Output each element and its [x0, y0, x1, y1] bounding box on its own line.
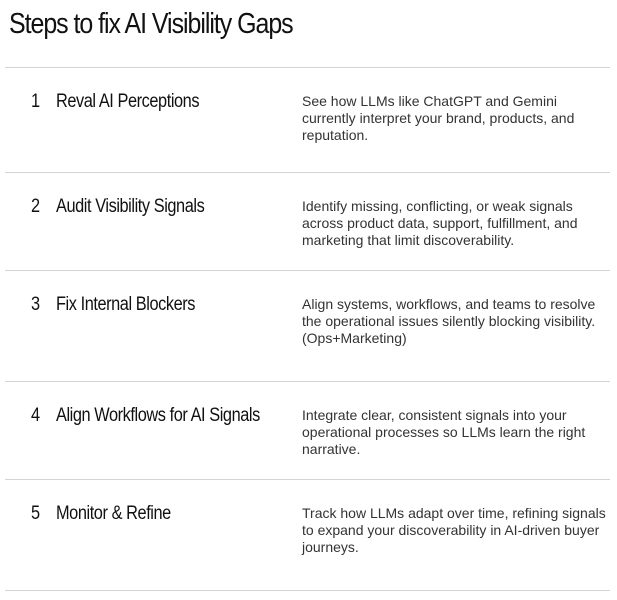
step-number: 1 — [31, 91, 41, 112]
step-description: Track how LLMs adapt over time, refining signals to expand your discoverability in AI-driven buyer journeys. — [302, 505, 606, 555]
step-description: Integrate clear, consistent signals into your operational processes so LLMs learn the right narrative. — [302, 407, 586, 457]
step-row-2 — [5, 173, 610, 271]
step-number: 2 — [31, 196, 41, 217]
step-number: 3 — [31, 294, 41, 315]
step-title: Fix Internal Blockers — [56, 294, 195, 315]
step-description: See how LLMs like ChatGPT and Gemini currently interpret your brand, products, and reputation. — [302, 93, 575, 143]
step-number: 4 — [31, 405, 41, 426]
step-title: Monitor & Refine — [56, 503, 171, 524]
step-description: Align systems, workflows, and teams to resolve the operational issues silently blocking visibility. (Ops+Marketing) — [302, 296, 596, 346]
step-row-4 — [5, 382, 610, 480]
step-row-3 — [5, 271, 610, 382]
step-title: Reval AI Perceptions — [56, 91, 200, 112]
step-title: Audit Visibility Signals — [56, 196, 205, 217]
step-row-1 — [5, 68, 610, 173]
page-title: Steps to fix AI Visibility Gaps — [9, 8, 293, 40]
step-title: Align Workflows for AI Signals — [56, 405, 260, 426]
step-row-5 — [5, 480, 610, 591]
step-number: 5 — [31, 503, 41, 524]
step-description: Identify missing, conflicting, or weak signals across product data, support, fulfillment, and marketing that limit discoverability. — [302, 198, 578, 248]
steps-list — [5, 67, 610, 591]
